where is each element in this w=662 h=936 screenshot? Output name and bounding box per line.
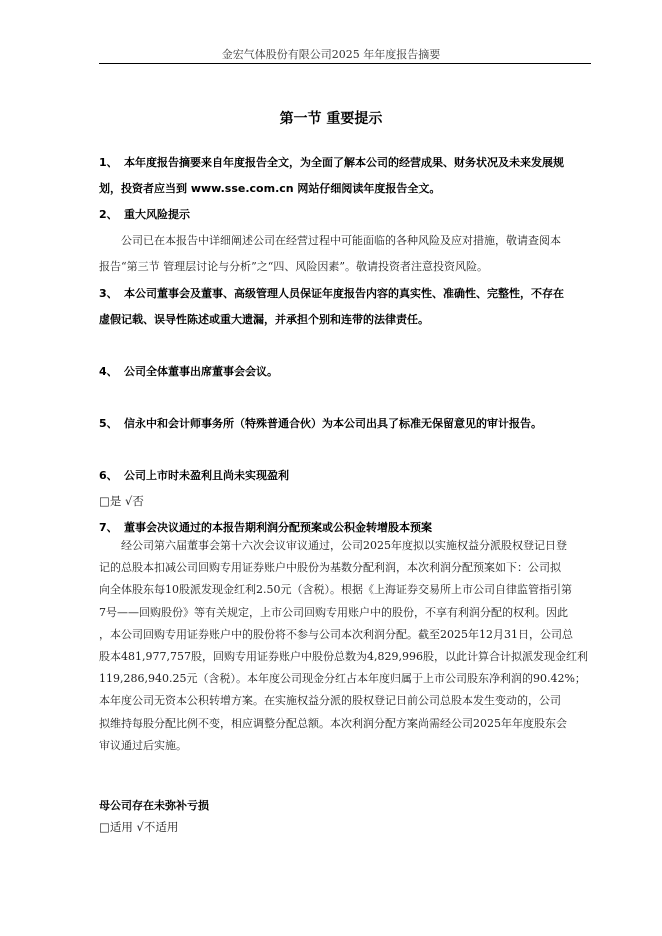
item-5: 5、 信永中和会计师事务所（特殊普通合伙）为本公司出具了标准无保留意见的审计报告。 xyxy=(99,417,542,430)
item-6: 6、 公司上市时未盈利且尚未实现盈利 xyxy=(99,469,289,482)
header-divider xyxy=(99,63,591,64)
item-1-line-1: 本年度报告摘要来自年度报告全文，为全面了解本公司的经营成果、财务状况及未来发展规 xyxy=(124,156,564,169)
item-6-checkbox: □是 √否 xyxy=(99,494,144,508)
parent-loss-heading: 母公司存在未弥补亏损 xyxy=(99,799,209,812)
item-4: 4、 公司全体董事出席董事会会议。 xyxy=(99,365,278,378)
item-3: 3、 本公司董事会及董事、高级管理人员保证年度报告内容的真实性、准确性、完整性，不存在 虚假记载、误导性陈述或重大遗漏，并承担个别和连带的法律责任。 xyxy=(99,287,564,326)
item-7-heading: 7、 董事会决议通过的本报告期利润分配预案或公积金转增股本预案 xyxy=(99,521,432,534)
item-7-body: 经公司第六届董事会第十六次会议审议通过，公司2025年度拟以实施权益分派股权登记日登 记的总股本扣减公司回购专用证券账户中股份为基数分配利润，本次利润分配预案如下：公司拟 向全体股东每10股派发现金红利2.50元（含税）。根据《上海证券交易所上市公司自律监管指引第 7号——回购股份》等有关规定，上市公司回购专用账户中的股份，不享有利润分配的权利。因此 ，本公司回购专用证券账户中的股份将不参与公司本次利润分配。截至2025年12月31日，公司总 股本481,977,757股，回购专用证券账户中股份总数为4,829,996股，以此计算合计拟派发现金红利 119,286,940.25元（含税）。本年度公司现金分红占本年度归属于上市公司股东净利润的90.42%； 本年度公司无资本公积转增方案。在实施权益分派的股权登记日前公司总股本发生变动的，公司 拟维持每股分配比例不变，相应调整分配总额。本次利润分配方案尚需经公司2025年年度股东会 审议通过后实施。 xyxy=(99,539,588,752)
parent-loss-checkbox: □适用 √不适用 xyxy=(99,820,179,834)
item-1-line-2: 划，投资者应当到 www.sse.com.cn 网站仔细阅读年度报告全文。 xyxy=(99,182,441,195)
item-1: 1、 本年度报告摘要来自年度报告全文，为全面了解本公司的经营成果、财务状况及未来发展规 划，投资者应当到 www.sse.com.cn 网站仔细阅读年度报告全文。 xyxy=(99,150,591,202)
item-2-body: 公司已在本报告中详细阐述公司在经营过程中可能面临的各种风险及应对措施，敬请查阅本 报告“第三节 管理层讨论与分析”之“四、风险因素”。敬请投资者注意投资风险。 xyxy=(99,234,561,273)
item-2-heading: 2、 重大风险提示 xyxy=(99,208,190,221)
section-title: 第一节 重要提示 xyxy=(279,111,383,127)
page-header: 金宏气体股份有限公司2025 年年度报告摘要 xyxy=(221,48,441,61)
